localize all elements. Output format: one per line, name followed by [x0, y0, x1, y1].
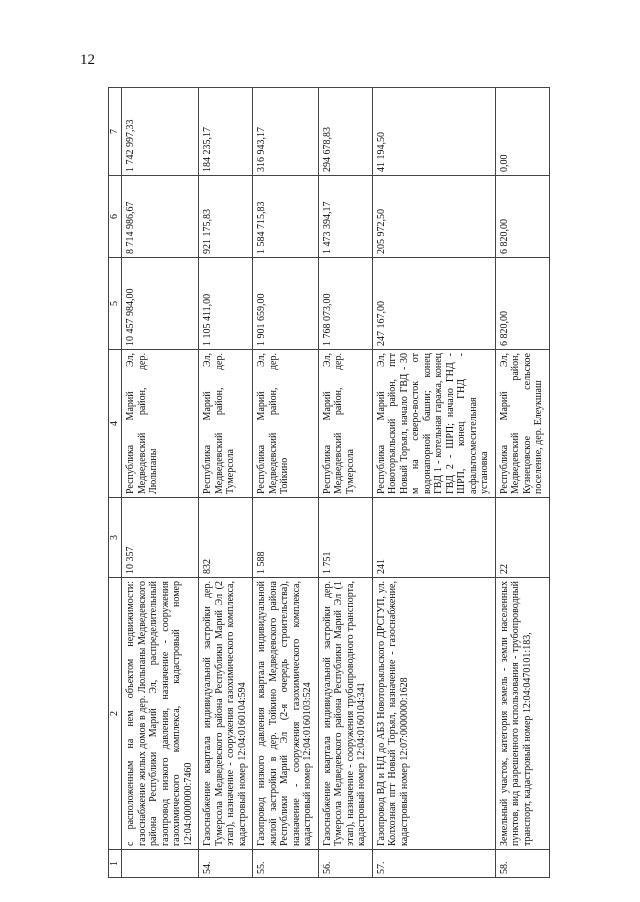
table-row — [253, 88, 319, 878]
cell-address: Республика Марий Эл, Медведевский район, дер. Тумерсола — [199, 350, 253, 498]
cell-value-7: 294 678,83 — [318, 88, 372, 176]
cell-value-5: 1 901 659,00 — [253, 258, 319, 350]
cell-address: Республика Марий Эл, Новоторъяльский район, пгт Новый Торъял, начало ГВД - 30 м на северо-восток от водонапорной башни; конец ГВД 1 - котельная гаража, конец ГВД 2 - ШРП; начало ГНД - ШРП, конец ГНД - асфальтосмесительная установка — [372, 350, 495, 498]
cell-area: 1 588 — [253, 498, 319, 578]
rotated-table-wrapper — [108, 88, 544, 878]
cell-description: с расположенным на нем объектом недвижимости: газоснабжение жилых домов в дер. Люльпаны Медведевского района Республики Марий Эл, распределительный газопровод низкого давления, назначение - сооружения газохимического комплекса, кадастровый номер 12:04:0000000:7460 — [122, 578, 199, 850]
header-col-7: 7 — [109, 88, 122, 176]
cell-value-5: 1 768 073,00 — [318, 258, 372, 350]
cell-value-6: 205 972,50 — [372, 176, 495, 258]
header-row — [109, 88, 122, 878]
table-row — [199, 88, 253, 878]
table-row — [318, 88, 372, 878]
header-col-2: 2 — [109, 578, 122, 850]
table-row-continuation — [122, 88, 199, 878]
cell-area: 241 — [372, 498, 495, 578]
cell-value-5: 6 820,00 — [495, 258, 549, 350]
header-col-1: 1 — [109, 850, 122, 878]
cell-value-6: 921 175,83 — [199, 176, 253, 258]
table-row — [495, 88, 549, 878]
header-col-5: 5 — [109, 258, 122, 350]
cell-value-7: 41 194,50 — [372, 88, 495, 176]
cell-value-7: 316 943,17 — [253, 88, 319, 176]
cell-area: 832 — [199, 498, 253, 578]
cell-area: 10 357 — [122, 498, 199, 578]
property-table — [108, 87, 550, 878]
table-row — [372, 88, 495, 878]
cell-num — [122, 850, 199, 878]
cell-address: Республика Марий Эл, Медведевский район, дер. Тойкино — [253, 350, 319, 498]
cell-num: 54. — [199, 850, 253, 878]
cell-num: 57. — [372, 850, 495, 878]
cell-value-5: 10 457 984,00 — [122, 258, 199, 350]
cell-value-6: 6 820,00 — [495, 176, 549, 258]
page-number: 12 — [80, 52, 95, 68]
cell-description: Газопровод низкого давления квартала индивидуальной жилой застройки в дер. Тойкино Медведевского района Республики Марий Эл (2-я очередь строительства), назначение - сооружения газохимического комплекса, кадастровый номер 12:04:0160103:524 — [253, 578, 319, 850]
cell-value-7: 1 742 997,33 — [122, 88, 199, 176]
cell-value-7: 184 235,17 — [199, 88, 253, 176]
cell-description: Газоснабжение квартала индивидуальной застройки дер. Тумерсола Медведевского района Республики Марий Эл (2 этап), назначение - сооружения газохимического комплекса, кадастровый номер 12:04:0160104:594 — [199, 578, 253, 850]
cell-value-5: 247 167,00 — [372, 258, 495, 350]
cell-value-6: 1 584 715,83 — [253, 176, 319, 258]
cell-num: 58. — [495, 850, 549, 878]
cell-value-6: 8 714 986,67 — [122, 176, 199, 258]
header-col-4: 4 — [109, 350, 122, 498]
cell-address: Республика Марий Эл, Медведевский район, дер. Люльпаны — [122, 350, 199, 498]
cell-area: 22 — [495, 498, 549, 578]
cell-description: Газоснабжение квартала индивидуальной застройки дер. Тумерсола Медведевского района Республики Марий Эл (1 этап), назначение - сооружения трубопроводного транспорта, кадастровый номер 12:04:0160104:341 — [318, 578, 372, 850]
header-col-6: 6 — [109, 176, 122, 258]
cell-area: 1 751 — [318, 498, 372, 578]
cell-num: 55. — [253, 850, 319, 878]
cell-num: 56. — [318, 850, 372, 878]
header-col-3: 3 — [109, 498, 122, 578]
cell-description: Газопровод ВД и НД до АБЗ Новоторъяльского ДРСГУП, ул. Колхозная пгт Новый Торъял, назначение - газоснабжение, кадастровый номер 12:07:0000000:1628 — [372, 578, 495, 850]
cell-value-7: 0,00 — [495, 88, 549, 176]
cell-address: Республика Марий Эл, Медведевский район, дер. Тумерсола — [318, 350, 372, 498]
cell-description: Земельный участок, категория земель - земли населенных пунктов, вид разрешенного использования - трубопроводный транспорт, кадастровый номер 12:04:0470101:183, — [495, 578, 549, 850]
cell-value-5: 1 105 411,00 — [199, 258, 253, 350]
cell-value-6: 1 473 394,17 — [318, 176, 372, 258]
cell-address: Республика Марий Эл, Медведевский район, Кузнецовское сельское поселение, дер. Елеукшаш — [495, 350, 549, 498]
